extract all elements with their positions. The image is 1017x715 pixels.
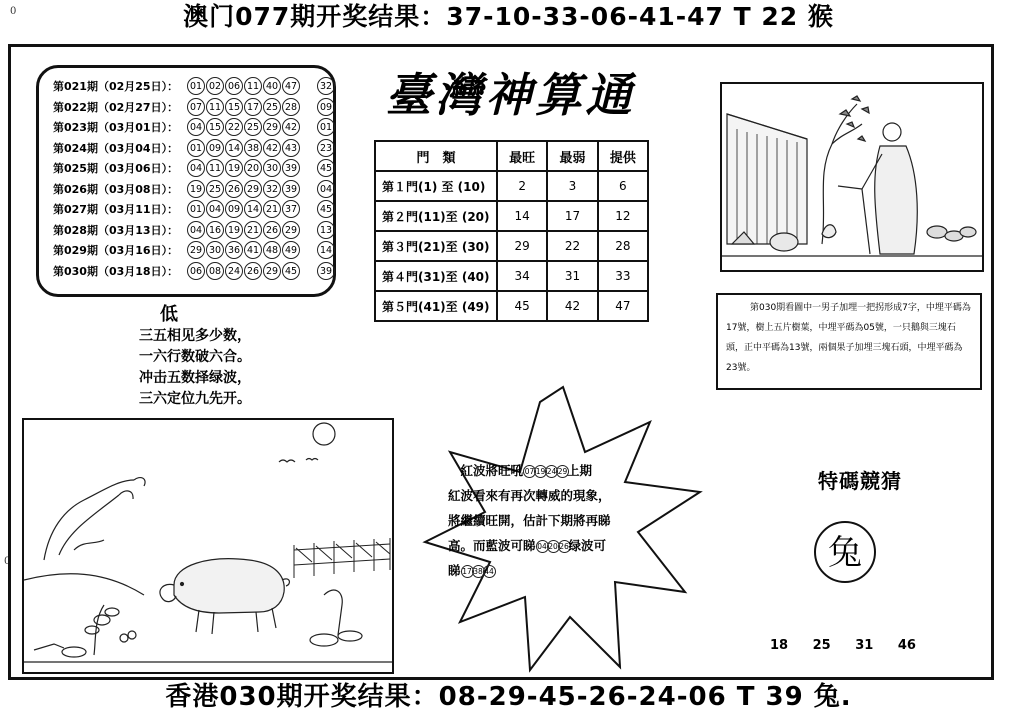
number-ball: 01 — [187, 139, 205, 157]
number-ball: 19 — [225, 221, 243, 239]
number-ball: 38 — [244, 139, 262, 157]
table-cell: 42 — [547, 291, 597, 321]
special-number-ball: 23 — [317, 139, 335, 157]
table-row — [375, 291, 648, 321]
door-range-cell: 第５門(41)至 (49) — [375, 291, 497, 321]
special-number-ball: 13 — [317, 221, 335, 239]
number-ball: 25 — [244, 118, 262, 136]
number-ball: 08 — [206, 262, 224, 280]
number-ball: 29 — [282, 221, 300, 239]
riddle-illustration — [720, 82, 984, 272]
number-ball: 29 — [187, 241, 205, 259]
door-range-cell: 第３門(21)至 (30) — [375, 231, 497, 261]
number-ball: 20 — [244, 159, 262, 177]
corner-mark-left: 0 — [4, 556, 11, 567]
number-ball: 39 — [282, 180, 300, 198]
star-text-fragment: 上期 — [567, 463, 593, 478]
table-cell: 47 — [598, 291, 648, 321]
number-ball: 26 — [225, 180, 243, 198]
number-ball: 24 — [225, 262, 243, 280]
table-cell: 28 — [598, 231, 648, 261]
table-row — [375, 261, 648, 291]
guess-title: 特碼競猜 — [818, 469, 902, 493]
number-ball: 06 — [225, 77, 243, 95]
table-row — [375, 231, 648, 261]
poem-line: 一六行数破六合。 — [139, 349, 251, 365]
number-ball: 04 — [187, 118, 205, 136]
number-ball: 37 — [282, 200, 300, 218]
door-range-cell: 第４門(31)至 (40) — [375, 261, 497, 291]
table-row — [375, 201, 648, 231]
number-ball: 19 — [535, 467, 546, 476]
history-row — [53, 261, 336, 281]
history-period-label: 第029期（03月16日）： — [53, 244, 179, 257]
number-ball: 30 — [206, 241, 224, 259]
riddle-explanation: 第030期看圖中一男子加埋一把拐形成7字，中埋平碼為17號，樹上五片樹葉，中埋平碼為05號，一只鵝與三塊石頭，正中平碼為13號，兩個果子加埋三塊石頭，中埋平碼為23號。 — [716, 293, 982, 390]
star-text-fragment: 將繼續旺開，估計下期將再睇 — [448, 513, 611, 528]
special-number-ball: 32 — [317, 77, 335, 95]
number-ball: 26 — [559, 542, 569, 551]
table-cell: 17 — [547, 201, 597, 231]
poem-line: 三六定位九先开。 — [139, 391, 251, 407]
number-ball: 16 — [206, 221, 224, 239]
table-cell: 34 — [497, 261, 547, 291]
guess-zodiac-circle: 兔 — [814, 521, 876, 583]
number-ball: 21 — [263, 200, 281, 218]
history-period-label: 第025期（03月06日）： — [53, 162, 179, 175]
history-period-label: 第024期（03月04日）： — [53, 141, 179, 155]
number-ball: 07 — [524, 467, 535, 476]
number-ball: 07 — [187, 98, 205, 116]
number-ball: 44 — [484, 567, 494, 576]
number-ball: 48 — [263, 241, 281, 259]
special-number-ball: 01 — [317, 118, 335, 136]
man-with-cane-drawing — [722, 84, 984, 272]
star-text-fragment: 睇 — [448, 563, 461, 578]
number-ball: 11 — [244, 77, 262, 95]
history-row — [53, 158, 336, 178]
number-ball: 42 — [282, 118, 300, 136]
history-row — [53, 220, 336, 240]
history-row — [53, 179, 336, 199]
number-ball: 15 — [225, 98, 243, 116]
pig-illustration — [22, 418, 394, 674]
number-ball: 06 — [187, 262, 205, 280]
door-range-cell: 第１門(1) 至 (10) — [375, 171, 497, 201]
number-ball: 04 — [537, 542, 547, 551]
table-row — [375, 171, 648, 201]
table-cell: 6 — [598, 171, 648, 201]
history-row — [53, 240, 336, 260]
hongkong-result-banner: 香港030期开奖结果：08-29-45-26-24-06 T 39 兔. — [165, 682, 852, 712]
history-period-label: 第028期（03月13日）： — [53, 223, 179, 237]
poem-title: 低 — [160, 304, 178, 325]
number-ball: 19 — [225, 159, 243, 177]
table-header-row — [375, 141, 648, 171]
number-ball: 20 — [548, 542, 558, 551]
special-number-ball: 45 — [317, 159, 335, 177]
doors-table — [374, 140, 649, 322]
special-number-ball: 39 — [317, 262, 335, 280]
number-ball: 36 — [225, 241, 243, 259]
number-ball: 17 — [244, 98, 262, 116]
poem-line: 冲击五数择绿波， — [139, 370, 251, 386]
history-period-label: 第027期（03月11日）： — [53, 203, 179, 216]
number-ball: 28 — [282, 98, 300, 116]
special-number-ball: 14 — [317, 241, 335, 259]
history-period-label: 第023期（03月01日）： — [53, 121, 179, 134]
table-header: 提供 — [598, 141, 648, 171]
number-ball: 29 — [263, 118, 281, 136]
number-ball: 01 — [187, 77, 205, 95]
number-ball: 26 — [244, 262, 262, 280]
number-ball: 47 — [282, 77, 300, 95]
starburst-text — [448, 458, 670, 583]
number-ball: 29 — [244, 180, 262, 198]
table-header: 門 類 — [375, 141, 497, 171]
poem-line: 三五相见多少数， — [139, 328, 251, 344]
number-ball: 17 — [462, 567, 472, 576]
pig-scene-drawing — [24, 420, 394, 674]
number-ball: 26 — [263, 221, 281, 239]
star-text-fragment: 紅波將旺吼 — [460, 463, 524, 478]
history-period-label: 第026期（03月08日）： — [53, 182, 179, 196]
number-ball: 32 — [263, 180, 281, 198]
page-title: 臺灣神算通 — [385, 68, 636, 122]
number-ball: 42 — [263, 139, 281, 157]
history-row — [53, 199, 336, 219]
table-cell: 31 — [547, 261, 597, 291]
star-text-fragment: 高。而藍波可睇 — [448, 538, 536, 553]
star-text-fragment: 紅波看來有再次轉威的現象， — [448, 488, 611, 503]
number-ball: 43 — [282, 139, 300, 157]
number-ball: 30 — [263, 159, 281, 177]
number-ball: 25 — [206, 180, 224, 198]
number-ball: 40 — [263, 77, 281, 95]
history-period-label: 第030期（03月18日）： — [53, 264, 179, 278]
number-ball: 01 — [187, 200, 205, 218]
number-ball: 29 — [557, 467, 568, 476]
table-cell: 2 — [497, 171, 547, 201]
number-ball: 11 — [206, 98, 224, 116]
history-row — [53, 138, 336, 158]
number-ball: 19 — [187, 180, 205, 198]
special-number-ball: 45 — [317, 200, 335, 218]
table-cell: 33 — [598, 261, 648, 291]
history-row — [53, 76, 336, 96]
macau-result-banner: 澳门077期开奖结果：37-10-33-06-41-47 T 22 猴 — [183, 2, 834, 31]
number-ball: 21 — [244, 221, 262, 239]
number-ball: 49 — [282, 241, 300, 259]
number-ball: 39 — [282, 159, 300, 177]
number-ball: 14 — [244, 200, 262, 218]
history-box — [36, 65, 336, 297]
history-period-label: 第021期（02月25日）： — [53, 80, 179, 93]
table-header: 最旺 — [497, 141, 547, 171]
number-ball: 24 — [546, 467, 557, 476]
table-cell: 3 — [547, 171, 597, 201]
number-ball: 09 — [225, 200, 243, 218]
number-ball: 04 — [187, 221, 205, 239]
number-ball: 04 — [206, 200, 224, 218]
table-header: 最弱 — [547, 141, 597, 171]
number-ball: 02 — [206, 77, 224, 95]
door-range-cell: 第２門(11)至 (20) — [375, 201, 497, 231]
number-ball: 15 — [206, 118, 224, 136]
corner-mark-top: 0 — [10, 6, 17, 17]
number-ball: 14 — [225, 139, 243, 157]
table-cell: 22 — [547, 231, 597, 261]
number-ball: 09 — [206, 139, 224, 157]
number-ball: 25 — [263, 98, 281, 116]
number-ball: 29 — [263, 262, 281, 280]
number-ball: 41 — [244, 241, 262, 259]
history-row — [53, 97, 336, 117]
number-ball: 04 — [187, 159, 205, 177]
table-cell: 45 — [497, 291, 547, 321]
special-number-ball: 04 — [317, 180, 335, 198]
history-period-label: 第022期（02月27日）： — [53, 100, 179, 114]
guess-numbers: 18 25 31 46 — [770, 638, 916, 653]
table-cell: 29 — [497, 231, 547, 261]
number-ball: 22 — [225, 118, 243, 136]
special-number-ball: 09 — [317, 98, 335, 116]
star-text-fragment: 绿波可 — [568, 538, 607, 553]
table-cell: 14 — [497, 201, 547, 231]
table-cell: 12 — [598, 201, 648, 231]
history-row — [53, 117, 336, 137]
number-ball: 38 — [473, 567, 483, 576]
number-ball: 11 — [206, 159, 224, 177]
number-ball: 45 — [282, 262, 300, 280]
